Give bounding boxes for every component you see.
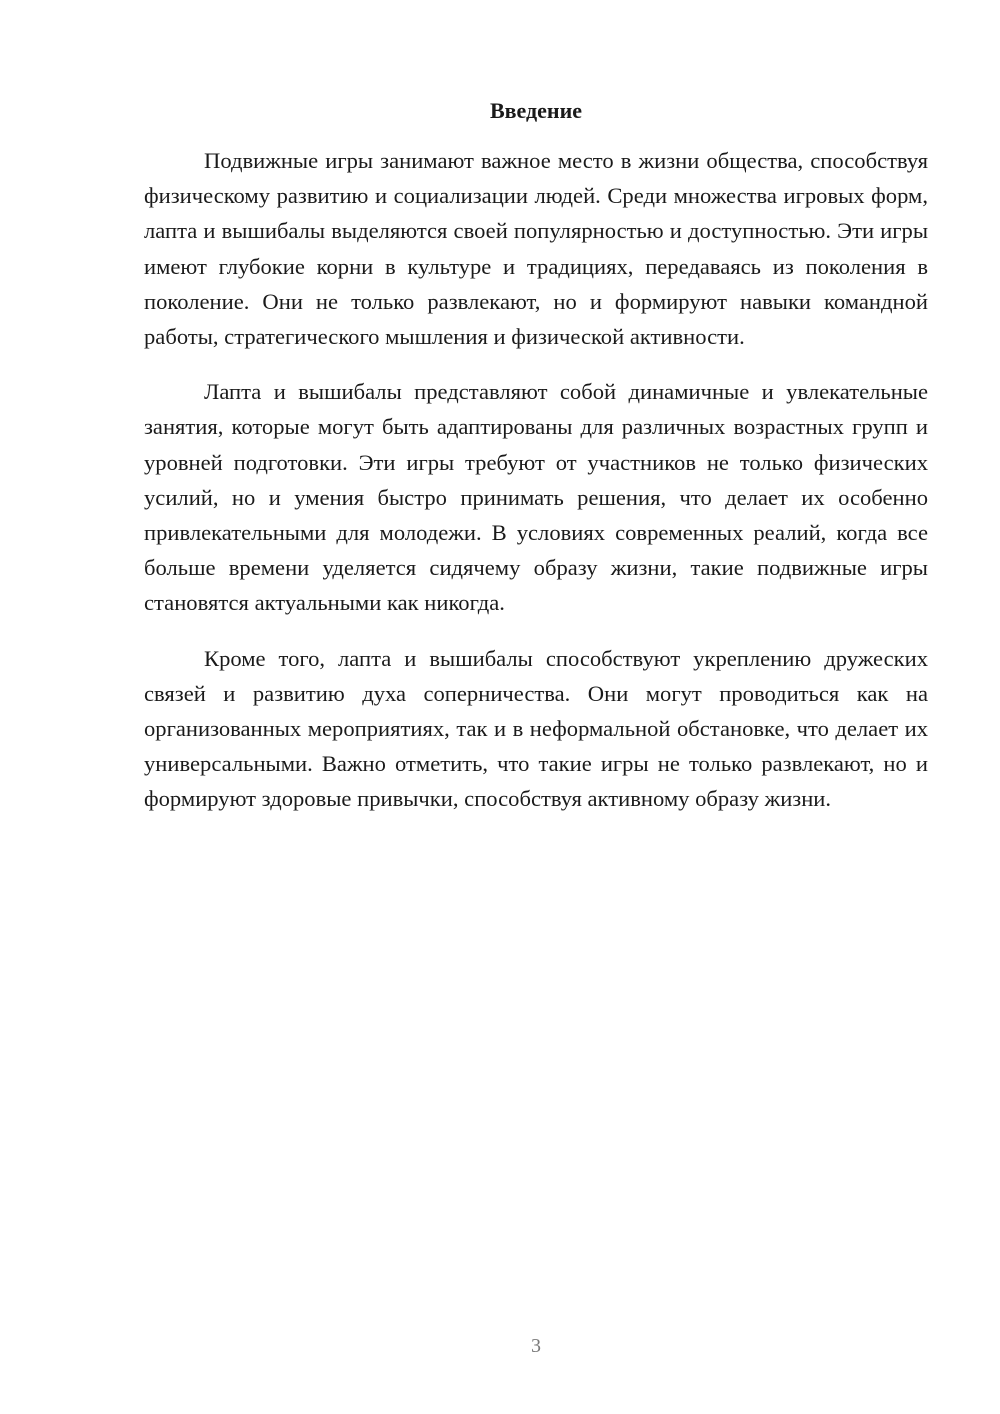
page-number: 3	[531, 1335, 541, 1357]
paragraph-3: Кроме того, лапта и вышибалы способствуют укреплению дружеских связей и развитию духа соперничества. Они могут проводиться как на организованных мероприятиях, так и в неформальной обстановке, что делает их универсальными. Важно отметить, что такие игры не только развлекают, но и формируют здоровые привычки, способствуя активному образу жизни.	[144, 645, 928, 812]
paragraph-2: Лапта и вышибалы представляют собой динамичные и увлекательные занятия, которые могут быть адаптированы для различных возрастных групп и уровней подготовки. Эти игры требуют от участников не только физических усилий, но и умения быстро принимать решения, что делает их особенно привлекательными для молодежи. В условиях современных реалий, когда все больше времени уделяется сидячему образу жизни, такие подвижные игры становятся актуальными как никогда.	[144, 379, 928, 616]
body-text	[144, 143, 928, 837]
section-heading: Введение	[489, 98, 583, 123]
paragraph-1: Подвижные игры занимают важное место в жизни общества, способствуя физическому развитию и социализации людей. Среди множества игровых форм, лапта и вышибалы выделяются своей популярностью и доступностью. Эти игры имеют глубокие корни в культуре и традициях, передаваясь из поколения в поколение. Они не только развлекают, но и формируют навыки командной работы, стратегического мышления и физической активности.	[144, 148, 928, 350]
